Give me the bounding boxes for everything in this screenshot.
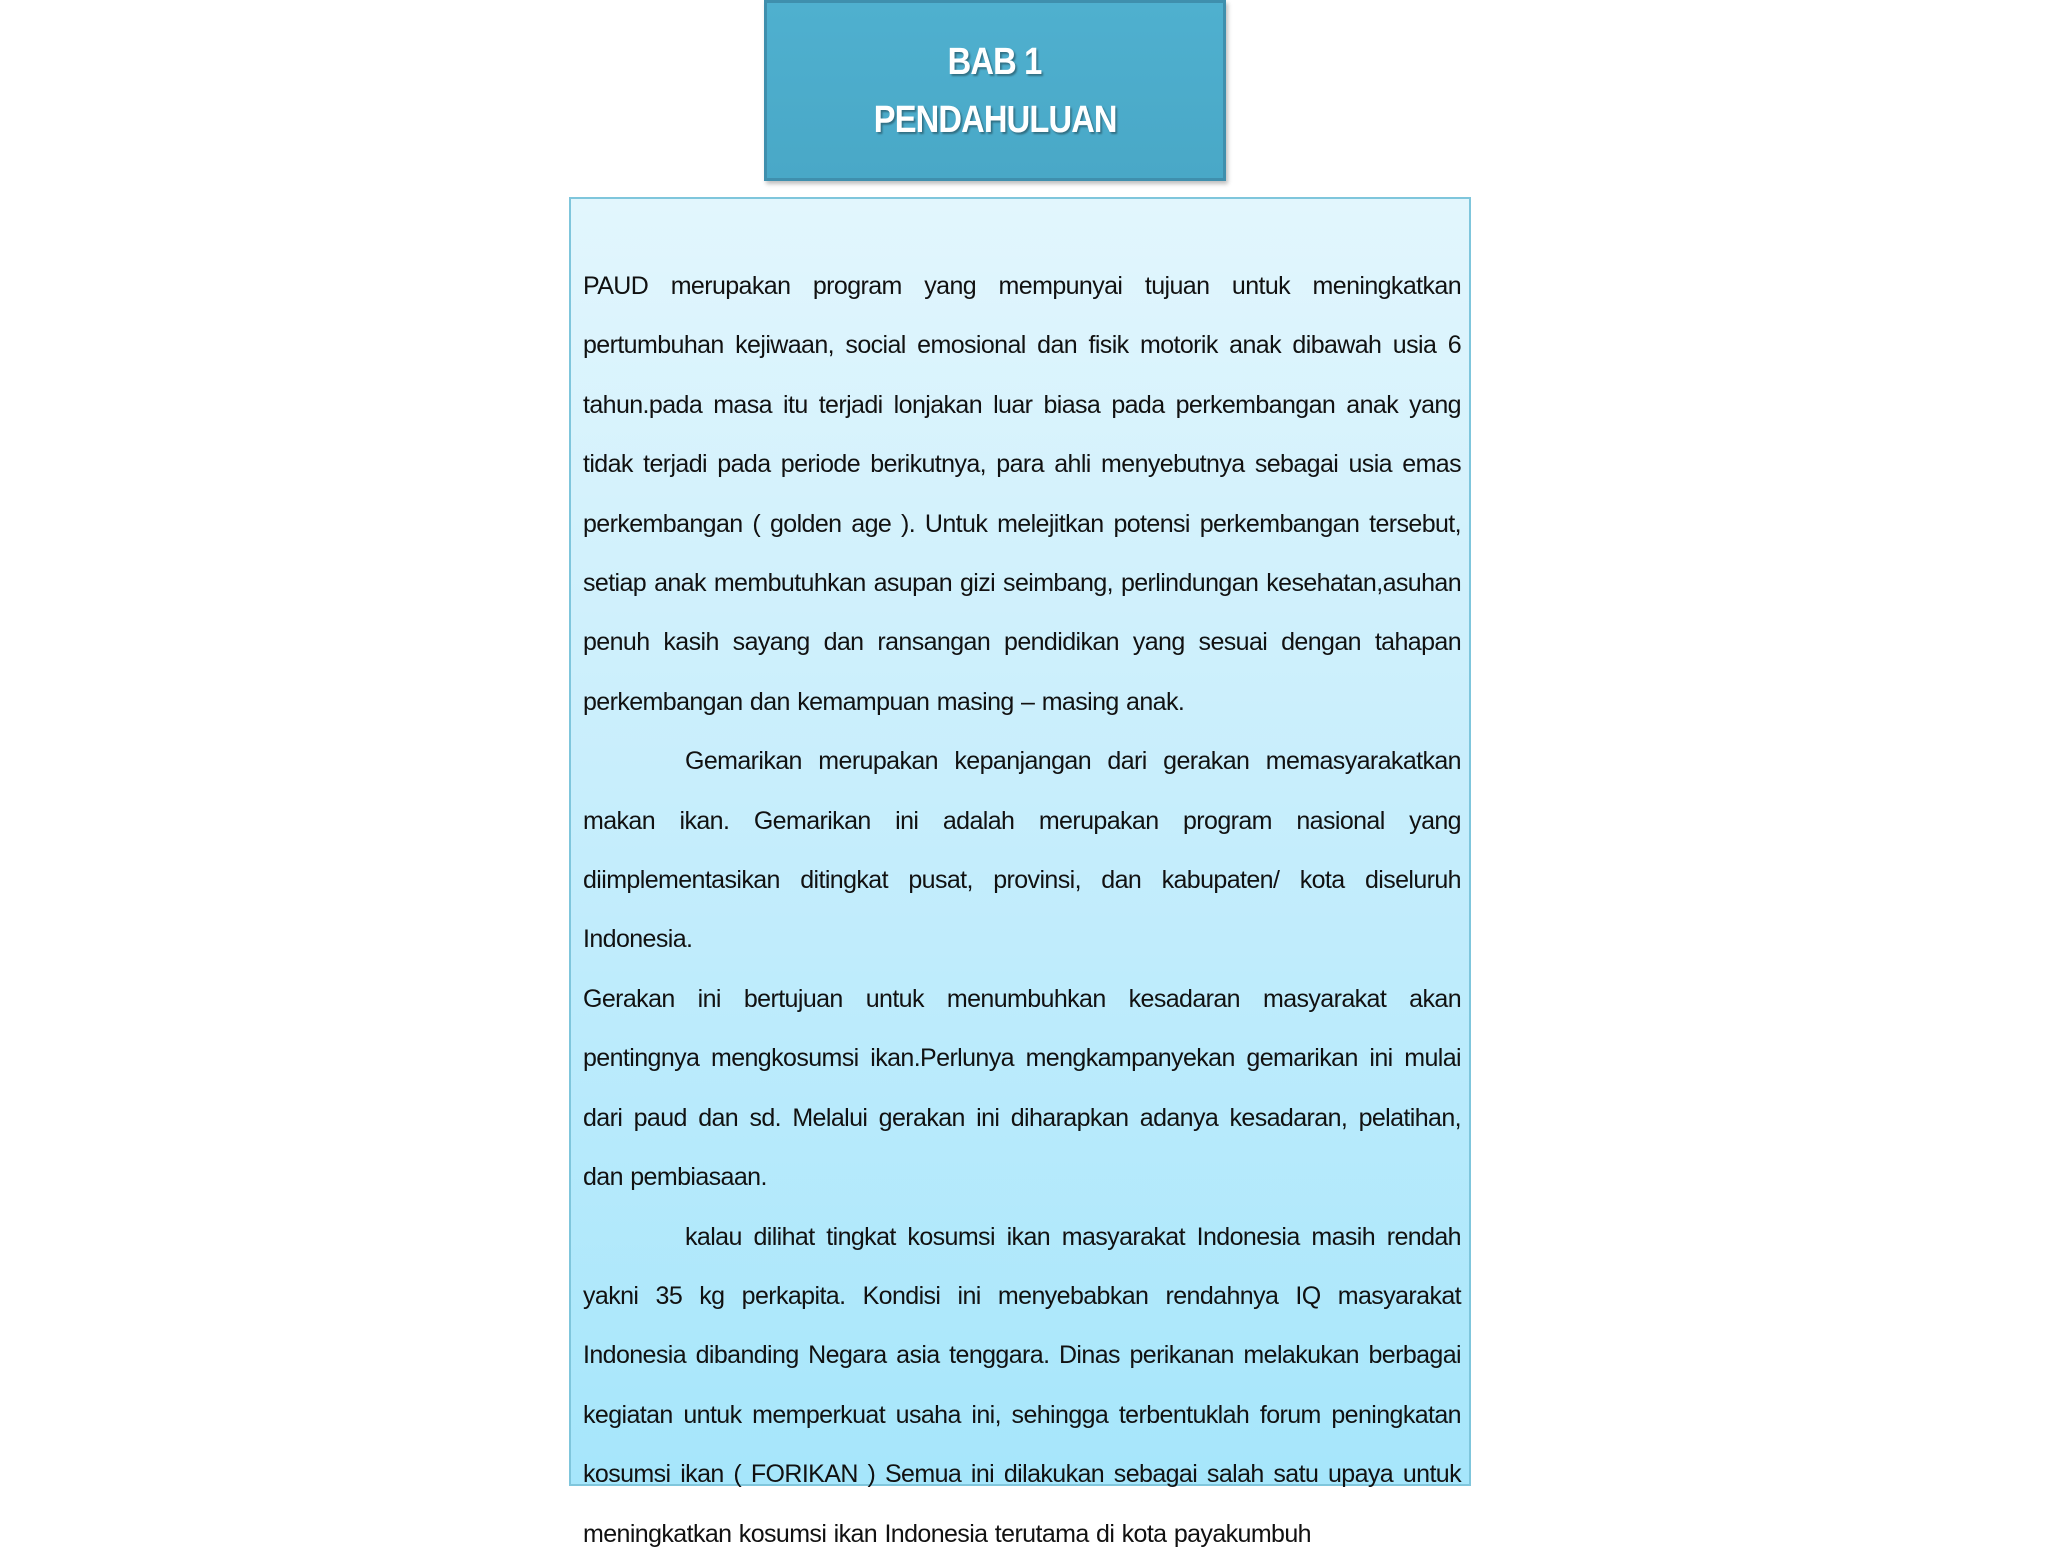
- chapter-number: BAB 1: [948, 40, 1042, 83]
- body-text: [583, 257, 1461, 1564]
- paragraph-kosumsi: kalau dilihat tingkat kosumsi ikan masyarakat Indonesia masih rendah yakni 35 kg perkapita. Kondisi ini menyebabkan rendahnya IQ masyarakat Indonesia dibanding Negara asia tenggara. Dinas perikanan melakukan berbagai kegiatan untuk memperkuat usaha ini, sehingga terbentuklah forum peningkatan kosumsi ikan ( FORIKAN ) Semua ini dilakukan sebagai salah satu upaya untuk meningkatkan kosumsi ikan Indonesia terutama di kota payakumbuh: [583, 1222, 1461, 1548]
- paragraph-paud: PAUD merupakan program yang mempunyai tujuan untuk meningkatkan pertumbuhan kejiwaan, social emosional dan fisik motorik anak dibawah usia 6 tahun.pada masa itu terjadi lonjakan luar biasa pada perkembangan anak yang tidak terjadi pada periode berikutnya, para ahli menyebutnya sebagai usia emas perkembangan ( golden age ). Untuk melejitkan potensi perkembangan tersebut, setiap anak membutuhkan asupan gizi seimbang, perlindungan kesehatan,asuhan penuh kasih sayang dan ransangan pendidikan yang sesuai dengan tahapan perkembangan dan kemampuan masing – masing anak.: [583, 272, 1461, 716]
- content-panel: [569, 197, 1471, 1548]
- paragraph-gemarikan: Gemarikan merupakan kepanjangan dari gerakan memasyarakatkan makan ikan. Gemarikan ini adalah merupakan program nasional yang diimplementasikan ditingkat pusat, provinsi, dan kabupaten/ kota diseluruh Indonesia.: [583, 747, 1461, 954]
- paragraph-gerakan: Gerakan ini bertujuan untuk menumbuhkan kesadaran masyarakat akan pentingnya mengkosumsi ikan.Perlunya mengkampanyekan gemarikan ini mulai dari paud dan sd. Melalui gerakan ini diharapkan adanya kesadaran, pelatihan, dan pembiasaan.: [583, 984, 1461, 1192]
- chapter-title: PENDAHULUAN: [873, 98, 1117, 141]
- chapter-title-box: [764, 0, 1226, 181]
